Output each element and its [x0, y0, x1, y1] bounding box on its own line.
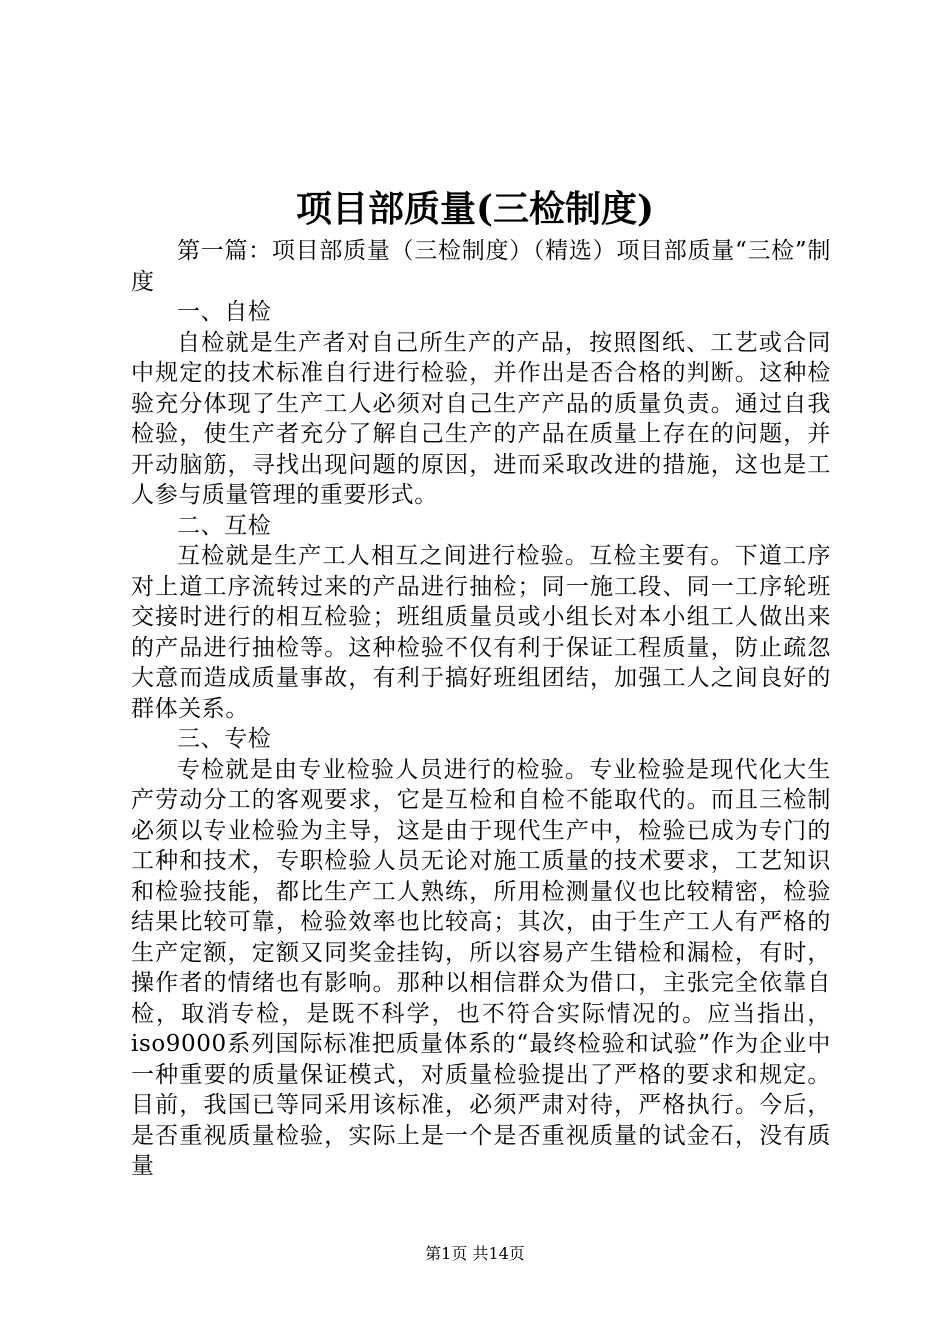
paragraph-heading: 第一篇：项目部质量（三检制度）（精选）项目部质量“三检”制度: [131, 238, 831, 295]
paragraph-self-check: 自检就是生产者对自己所生产的产品，按照图纸、工艺或合同中规定的技术标准自行进行检验，并作出是否合格的判断。这种检验充分体现了生产工人必须对自己生产产品的质量负责。通过自我检验，使生产者充分了解自己生产的产品在质量上存在的问题，并开动脑筋，寻找出现问题的原因，进而采取改进的措施，这也是工人参与质量管理的重要形式。: [131, 329, 831, 508]
section-heading-special-check: 三、专检: [177, 726, 272, 752]
paragraph-special-check: 专检就是由专业检验人员进行的检验。专业检验是现代化大生产劳动分工的客观要求，它是互检和自检不能取代的。而且三检制必须以专业检验为主导，这是由于现代生产中，检验已成为专门的工种和技术，专职检验人员无论对施工质量的技术要求，工艺知识和检验技能，都比生产工人熟练，所用检测量仪也比较精密，检验结果比较可靠，检验效率也比较高；其次，由于生产工人有严格的生产定额，定额又同奖金挂钩，所以容易产生错检和漏检，有时，操作者的情绪也有影响。那种以相信群众为借口，主张完全依靠自检，取消专检，是既不科学，也不符合实际情况的。应当指出，iso9000系列国际标准把质量体系的“最终检验和试验”作为企业中一种重要的质量保证模式，对质量检验提出了严格的要求和规定。目前，我国已等同采用该标准，必须严肃对待，严格执行。今后，是否重视质量检验，实际上是一个是否重视质量的试金石，没有质量: [131, 756, 831, 1179]
section-heading-self-check: 一、自检: [177, 299, 272, 325]
paragraph-mutual-check: 互检就是生产工人相互之间进行检验。互检主要有。下道工序对上道工序流转过来的产品进行抽检；同一施工段、同一工序轮班交接时进行的相互检验；班组质量员或小组长对本小组工人做出来的产品进行抽检等。这种检验不仅有利于保证工程质量，防止疏忽大意而造成质量事故，有利于搞好班组团结，加强工人之间良好的群体关系。: [131, 543, 831, 722]
document-title: 项目部质量(三检制度): [295, 188, 655, 230]
section-heading-mutual-check: 二、互检: [177, 512, 272, 539]
document-body: [131, 236, 831, 1182]
page-footer: 第1页 共14页: [425, 1244, 525, 1263]
